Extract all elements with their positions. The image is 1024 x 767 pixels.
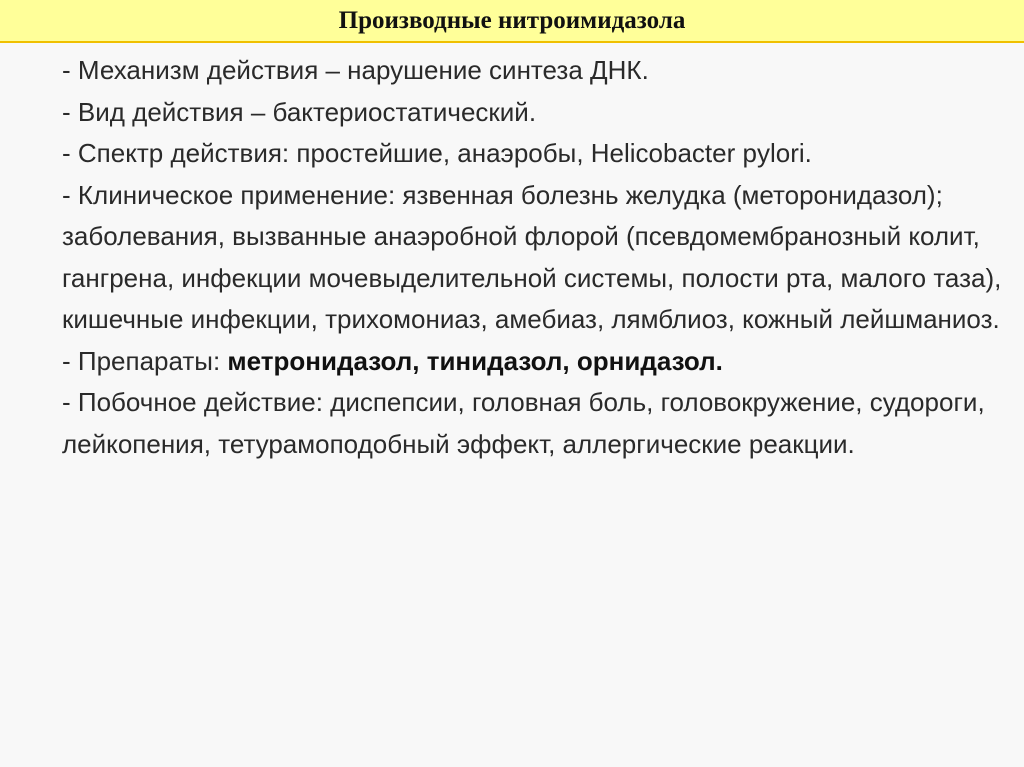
drugs-item	[62, 341, 1002, 383]
side-effects-item: - Побочное действие: диспепсии, головная боль, головокружение, судороги, лейкопения, тетурамоподобный эффект, аллергические реакции.	[62, 387, 985, 459]
spectrum-item: - Спектр действия: простейшие, анаэробы, Helicobacter pylori.	[62, 138, 812, 168]
title-bar	[0, 0, 1024, 43]
mechanism-item: - Механизм действия – нарушение синтеза ДНК.	[62, 55, 649, 85]
drugs-label: - Препараты:	[62, 345, 228, 376]
drugs-list: метронидазол, тинидазол, орнидазол.	[227, 345, 723, 376]
clinical-use-item: - Клиническое применение: язвенная болезнь желудка (меторонидазол); заболевания, вызванные анаэробной флорой (псевдомембранозный колит, гангрена, инфекции мочевыделительной системы, полости рта, малого таза), кишечные инфекции, трихомониаз, амебиаз, лямблиоз, кожный лейшманиоз.	[62, 179, 1002, 334]
slide-body	[62, 50, 1002, 465]
action-type-item: - Вид действия – бактериостатический.	[62, 96, 537, 127]
slide-title: Производные нитроимидазола	[338, 6, 686, 34]
